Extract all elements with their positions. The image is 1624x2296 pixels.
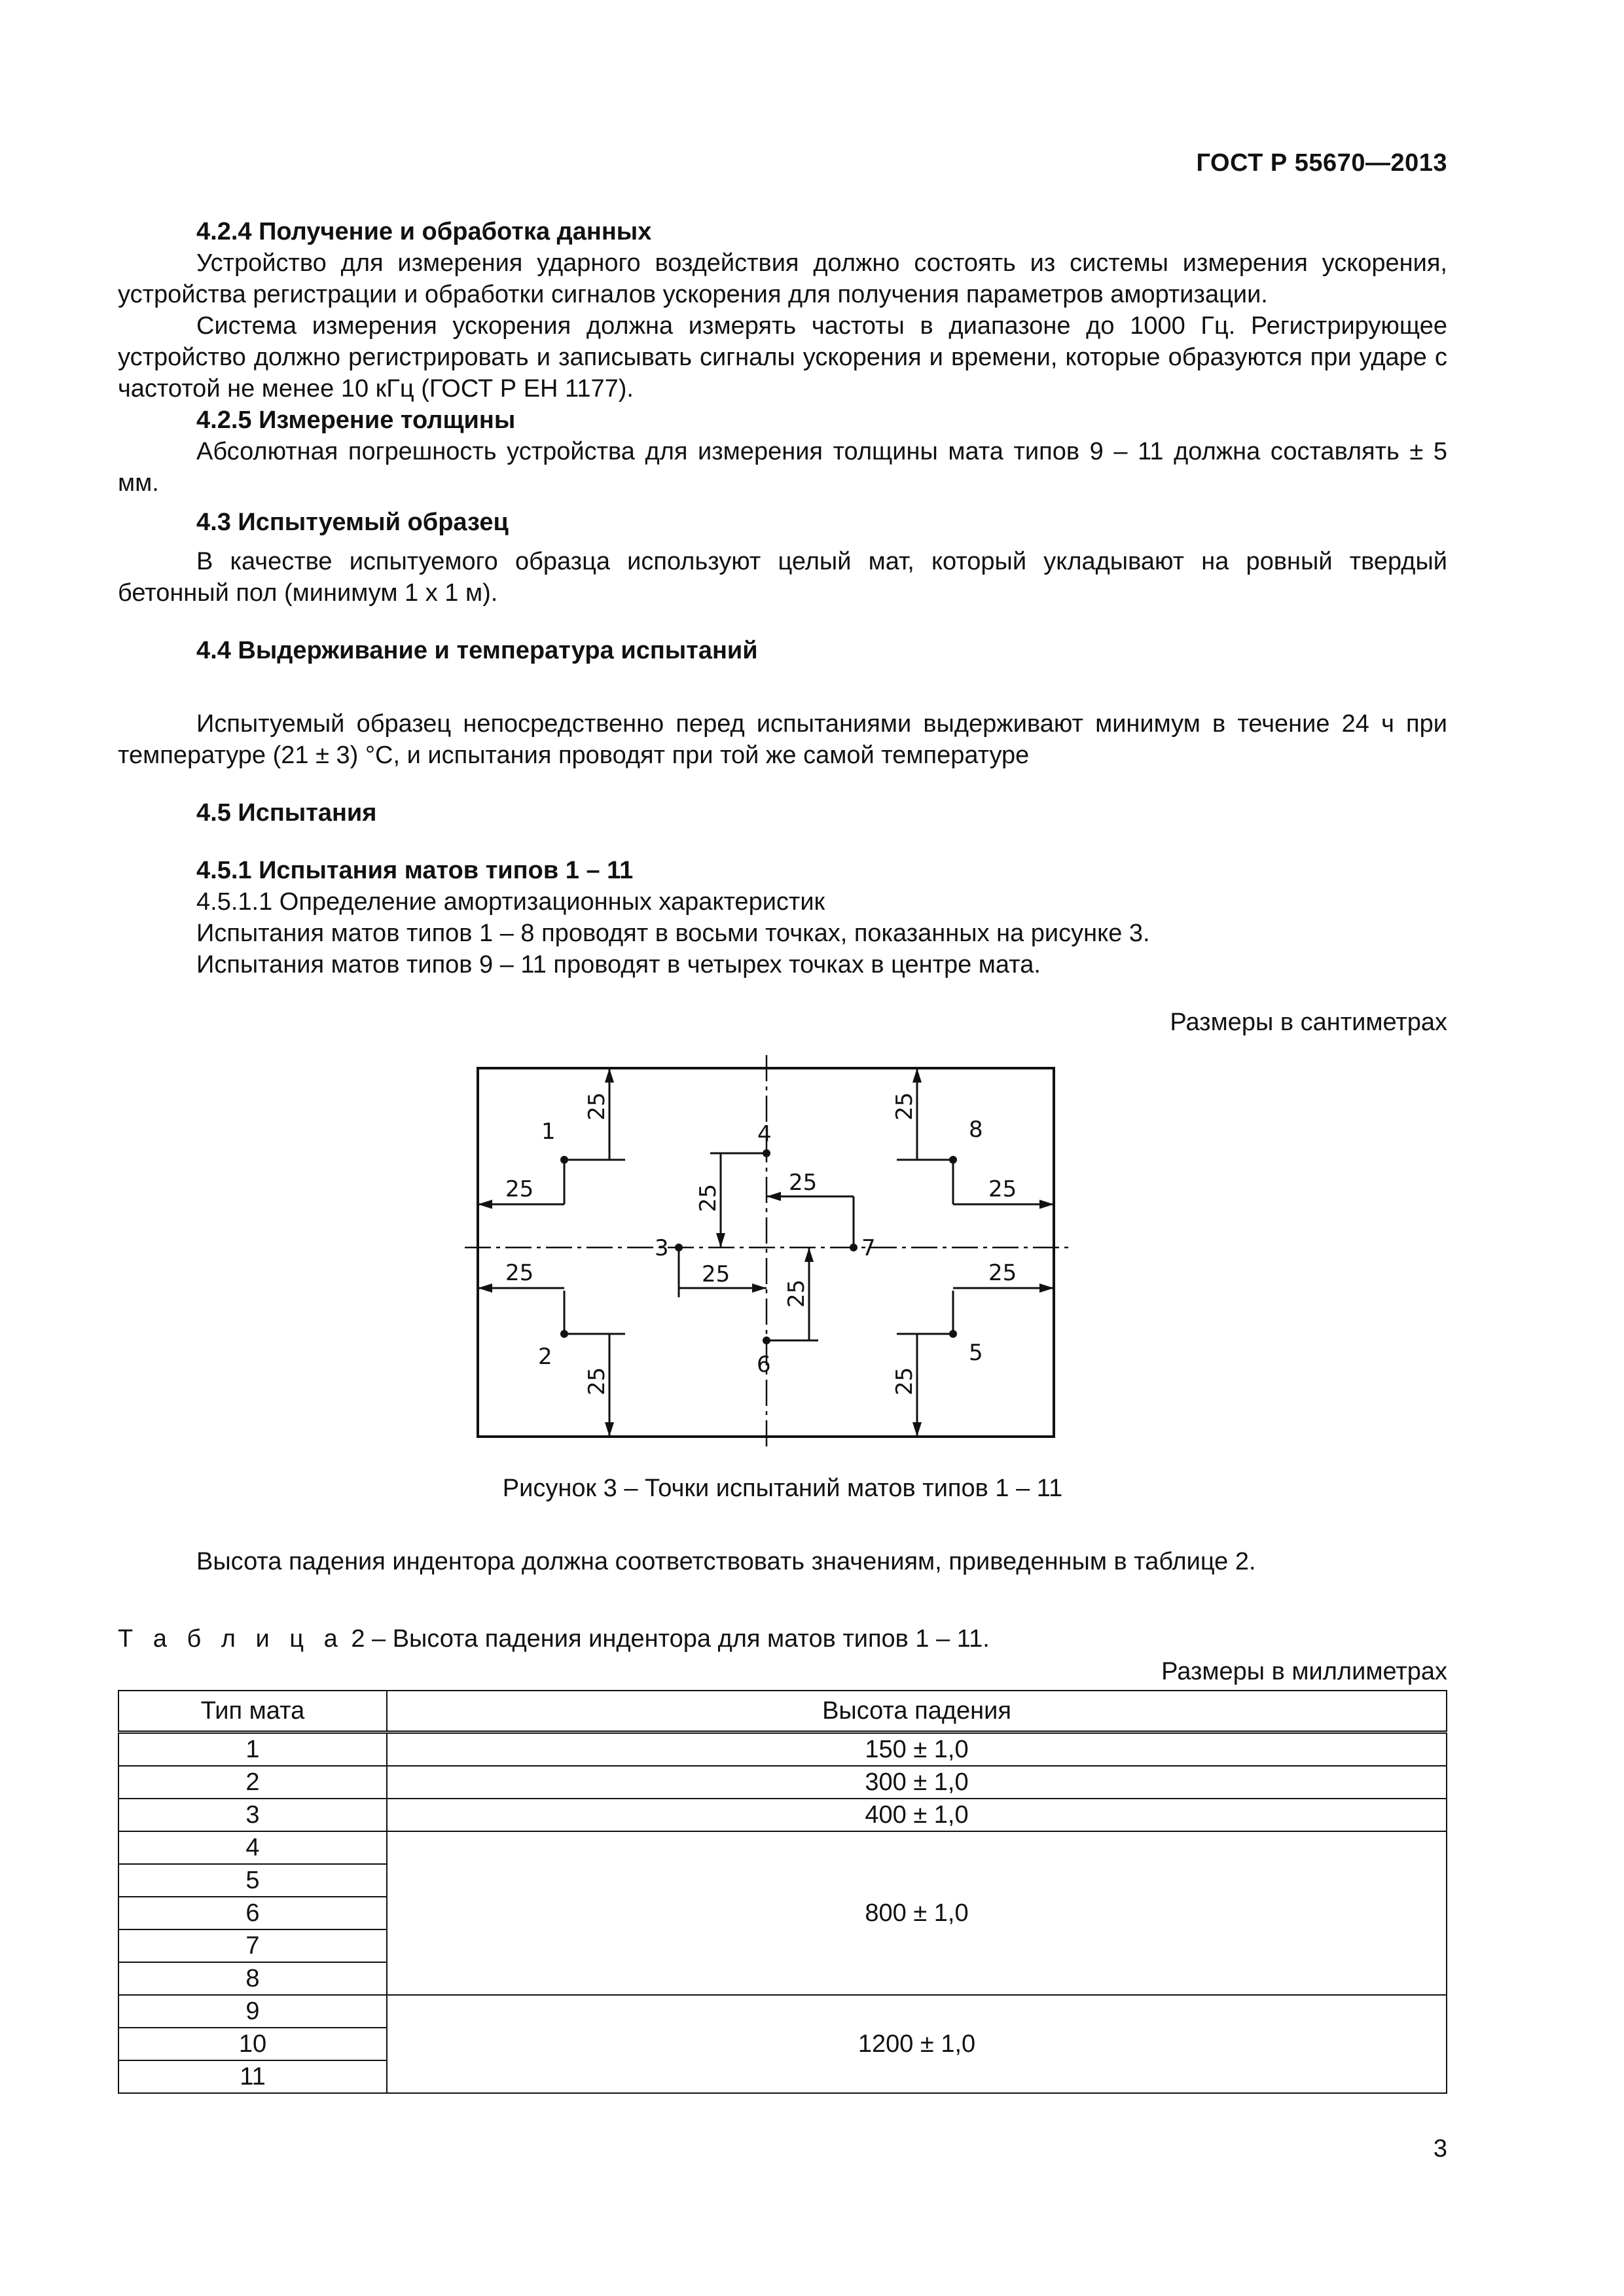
test-point-4-marker: [763, 1149, 770, 1157]
figure-caption: Рисунок 3 – Точки испытаний матов типов 1 – 11: [502, 1475, 1063, 1502]
test-point-label: 4: [757, 1121, 772, 1147]
test-point-label: 2: [538, 1344, 552, 1370]
figure-3: [118, 1055, 1447, 1461]
paragraph-4-2-5: Абсолютная погрешность устройства для измерения толщины мата типов 9 – 11 должна составлять ± 5 мм.: [118, 438, 1447, 497]
cell-type: 4: [118, 1831, 387, 1864]
test-point-label: 3: [655, 1235, 669, 1261]
table-title: 2 – Высота падения индентора для матов типов 1 – 11.: [344, 1625, 990, 1653]
test-point-label: 6: [757, 1352, 771, 1378]
dimension-label: 25: [584, 1092, 610, 1121]
dimension-label: 25: [505, 1176, 534, 1202]
page-header: ГОСТ Р 55670—2013: [1196, 149, 1447, 177]
dimension-label: 25: [584, 1367, 610, 1395]
table-row: [118, 1732, 1447, 1767]
test-point-8-marker: [949, 1156, 957, 1164]
test-point-label: 7: [861, 1235, 876, 1261]
page-number: 3: [1433, 2135, 1447, 2162]
cell-height: 150 ± 1,0: [387, 1732, 1447, 1767]
cell-height: 1200 ± 1,0: [387, 1995, 1447, 2093]
heading-4-2-4: 4.2.4 Получение и обработка данных: [196, 218, 652, 245]
paragraph-4-4: Испытуемый образец непосредственно перед испытаниями выдерживают минимум в течение 24 ч при температуре (21 ± 3) °С, и испытания проводят при той же самой температуре: [118, 710, 1447, 769]
test-point-label: 5: [969, 1340, 983, 1366]
table-caption: [118, 1623, 1447, 1655]
cell-type: 10: [118, 2028, 387, 2060]
line-types-9-11: Испытания матов типов 9 – 11 проводят в четырех точках в центре мата.: [196, 951, 1041, 978]
column-header-mat-type: Тип мата: [118, 1691, 387, 1732]
paragraph-4-2-4-2: Система измерения ускорения должна измерять частоты в диапазоне до 1000 Гц. Регистрирующее устройство должно регистрировать и записывать сигналы ускорения и времени, которые образуются при ударе с частотой не менее 10 кГц (ГОСТ Р ЕН 1177).: [118, 312, 1447, 403]
figure-units-note: Размеры в сантиметрах: [1170, 1009, 1447, 1036]
table-row: [118, 1799, 1447, 1831]
test-point-6-marker: [763, 1336, 770, 1344]
test-points-diagram: [465, 1055, 1218, 1448]
line-types-1-8: Испытания матов типов 1 – 8 проводят в восьми точках, показанных на рисунке 3.: [196, 920, 1150, 947]
paragraph-4-3: В качестве испытуемого образца используют целый мат, который укладывают на ровный твердый бетонный пол (минимум 1 х 1 м).: [118, 548, 1447, 607]
dimension-label: 25: [892, 1367, 918, 1395]
test-point-2-marker: [560, 1330, 568, 1338]
cell-type: 6: [118, 1897, 387, 1929]
dimension-label: 25: [988, 1260, 1017, 1286]
heading-4-5-1: 4.5.1 Испытания матов типов 1 – 11: [196, 857, 634, 884]
dimension-label: 25: [892, 1092, 918, 1121]
dimension-label: 25: [789, 1170, 818, 1196]
cell-height: 800 ± 1,0: [387, 1831, 1447, 1995]
table-row: [118, 1995, 1447, 2028]
cell-type: 1: [118, 1732, 387, 1767]
cell-height: 300 ± 1,0: [387, 1766, 1447, 1799]
column-header-drop-height: Высота падения: [387, 1691, 1447, 1732]
cell-type: 8: [118, 1962, 387, 1995]
test-point-1-marker: [560, 1156, 568, 1164]
cell-type: 5: [118, 1864, 387, 1897]
cell-type: 2: [118, 1766, 387, 1799]
heading-4-2-5: 4.2.5 Измерение толщины: [196, 406, 516, 434]
heading-4-5: 4.5 Испытания: [196, 799, 377, 827]
drop-height-table: [118, 1690, 1447, 2094]
test-point-5-marker: [949, 1330, 957, 1338]
cell-type: 3: [118, 1799, 387, 1831]
cell-type: 11: [118, 2060, 387, 2093]
table-row: [118, 1766, 1447, 1799]
dimension-label: 25: [988, 1176, 1017, 1202]
paragraph-4-2-4-1: Устройство для измерения ударного воздействия должно состоять из системы измерения ускорения, устройства регистрации и обработки сигналов ускорения для получения параметров амортизации.: [118, 249, 1447, 308]
subheading-4-5-1-1: 4.5.1.1 Определение амортизационных характеристик: [196, 888, 825, 916]
paragraph-drop-height: Высота падения индентора должна соответствовать значениям, приведенным в таблице 2.: [196, 1548, 1256, 1575]
dimension-label: 25: [695, 1183, 721, 1212]
table-row: [118, 1831, 1447, 1864]
heading-4-3: 4.3 Испытуемый образец: [196, 509, 509, 536]
cell-type: 9: [118, 1995, 387, 2028]
cell-type: 7: [118, 1929, 387, 1962]
document-body: [118, 216, 1447, 2094]
test-point-3-marker: [675, 1244, 683, 1251]
cell-height: 400 ± 1,0: [387, 1799, 1447, 1831]
dimension-label: 25: [702, 1261, 731, 1287]
table-header-row: [118, 1691, 1447, 1732]
dimension-label: 25: [505, 1260, 534, 1286]
test-point-7-marker: [850, 1244, 857, 1251]
table-label: Т а б л и ц а: [118, 1625, 344, 1653]
test-point-label: 1: [541, 1119, 556, 1145]
test-point-label: 8: [969, 1117, 983, 1143]
heading-4-4: 4.4 Выдерживание и температура испытаний: [196, 637, 758, 664]
dimension-label: 25: [784, 1279, 810, 1308]
table-units-note: Размеры в миллиметрах: [1161, 1658, 1447, 1685]
